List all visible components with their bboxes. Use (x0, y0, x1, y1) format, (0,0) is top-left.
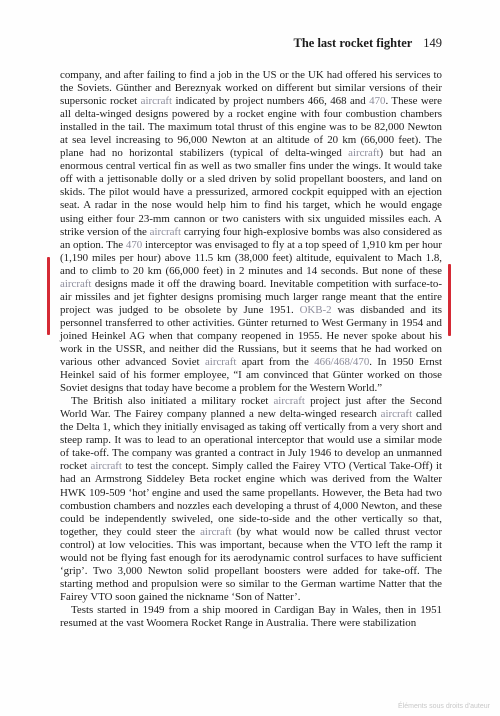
text-run: . These were all delta-winged designs powered by a rocket engine with four combustion chambers installed in the tail. The maximum total thrust of this engine was to be 82,000 Newton at sea level increasing to 96,000 Newton at an altitude of 20 km (66,000 feet). The plane had no horizontal stabilizers (typical of delta-winged (60, 95, 443, 160)
text-run: carrying four high-explosive bombs was also considered as an option. The (60, 225, 442, 251)
text-run: to test the concept. Simply called the Fairey VTO (Vertical Take-Off) it had an Armstrong Siddeley Beta rocket engine which was derived from the Walter HWK 109-509 ‘hot’ engine and used the same propellants. However, the Beta had two combustion chambers and nozzles each developing a thrust of 4,000 Newton, and these could be independently swiveled, one side-to-side and the other vertically so that, together, they could steer the (60, 460, 442, 538)
highlighted-term: aircraft (60, 277, 92, 290)
highlighted-term: aircraft (348, 147, 380, 160)
highlighted-term: 470 (369, 95, 386, 108)
highlighted-term: 470 (125, 238, 143, 251)
page-number: 149 (423, 36, 442, 50)
text-run: indicated by project numbers 466, 468 and (172, 95, 370, 108)
text-run: (by what would now be called thrust vector control) at low velocities. This was important, because when the VTO left the ramp it would not be flying fast enough for its aerodynamic control surfaces to have sufficient ‘grip’. Two 3,000 Newton solid propellant boosters were added for take-off. The starting method and propulsion were so similar to the German wartime Natter that the Fairey VTO soon gained the nickname ‘Son of Natter’. (60, 525, 442, 603)
right-margin-marker (448, 264, 451, 336)
highlighted-term: aircraft (273, 395, 305, 408)
highlighted-term: 466/468/470 (314, 356, 370, 369)
highlighted-term: aircraft (140, 95, 173, 108)
text-run: Tests started in 1949 from a ship moored in Cardigan Bay in Wales, then in 1951 resumed at the vast Woomera Rocket Range in Australia. There were stabilization (60, 603, 442, 629)
text-run: designs made it off the drawing board. Inevitable competition with surface-to-air missiles and jet fighter designs promising much larger range meant that the entire project was judged to be obsolete by June 1951. (60, 277, 442, 316)
left-margin-marker (47, 257, 50, 335)
text-run: company, and after failing to find a job in the US or the UK had offered his services to the Soviets. Günther and Bereznyak worked on different but similar versions of their supersonic rocket (60, 69, 442, 108)
text-run: . In 1950 Ernst Heinkel said of his former employee, “I am convinced that Günter worked on those Soviet designs that today have become a problem for the Western World.” (60, 356, 443, 395)
highlighted-term: OKB-2 (299, 303, 332, 316)
text-run: apart from the (236, 356, 315, 369)
text-run: interceptor was envisaged to fly at a top speed of 1,910 km per hour (1,190 miles per hour) above 11.5 km (38,000 feet) altitude, equivalent to Mach 1.8, and to climb to 20 km (66,000 feet) in 2 minutes and 14 seconds. But none of these (60, 238, 442, 277)
highlighted-term: aircraft (149, 225, 182, 238)
text-run: ) but had an enormous central vertical fin as well as two smaller fins under the wings. It would take off with a jettisonable dolly or a sled driven by solid propellant boosters, and land on skids. The pilot would have a pressurized, armored cockpit equipped with an ejection seat. A radar in the nose would help him to find his target, which he would engage using either four 23-mm cannon or two canisters with six unguided missiles each. A strike version of the (60, 147, 442, 238)
text-run: The British also initiated a military rocket (71, 395, 274, 408)
running-header (60, 36, 442, 52)
paragraph (60, 604, 442, 630)
paragraph (60, 69, 442, 395)
copyright-watermark: Éléments sous droits d'auteur (398, 703, 490, 710)
text-run: was disbanded and its personnel transferred to other activities. Günter returned to West Germany in 1954 and joined Heinkel AG when that company reopened in 1955. He never spoke about his work in the USSR, and neither did the Russians, but it seems that he had worked on various other advanced Soviet (60, 303, 443, 369)
paragraph (60, 395, 442, 604)
body-text (60, 69, 442, 630)
text-run: project just after the Second World War. The Fairey company planned a new delta-winged research (60, 395, 442, 421)
chapter-title: The last rocket fighter (293, 36, 413, 50)
highlighted-term: aircraft (200, 525, 232, 538)
highlighted-term: aircraft (380, 408, 413, 421)
highlighted-term: aircraft (90, 460, 122, 473)
highlighted-term: aircraft (204, 356, 237, 369)
text-run: called the Delta 1, which they initially envisaged as taking off vertically from a very short and steep ramp. It was to lead to an operational interceptor that would use a similar mode of take-off. The company was granted a contract in July 1946 to develop an unmanned rocket (60, 408, 442, 473)
